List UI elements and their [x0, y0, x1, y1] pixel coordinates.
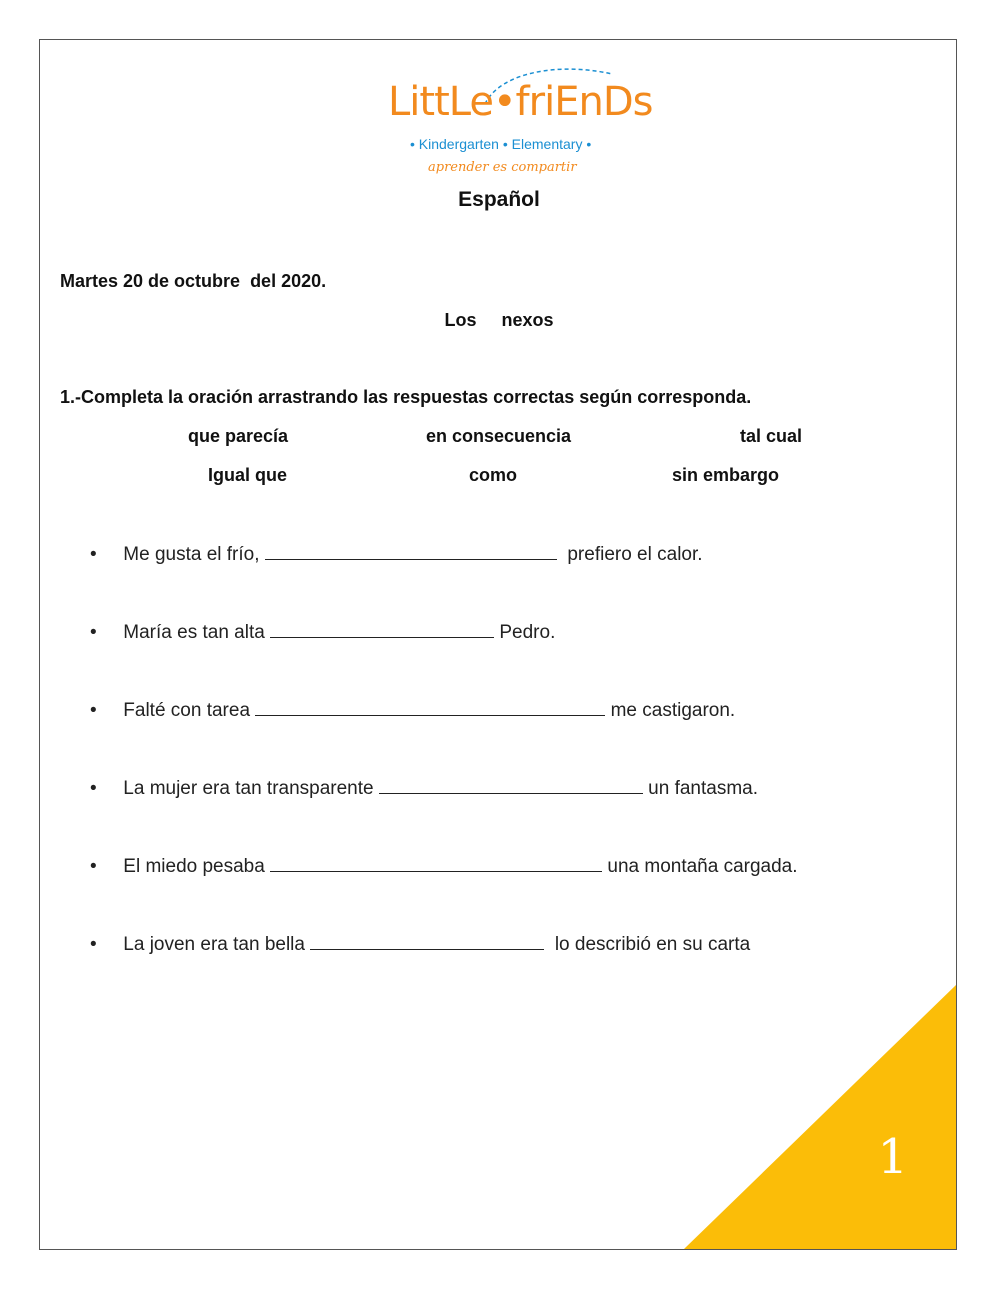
exercise-instruction: 1.-Completa la oración arrastrando las respuestas correctas según corresponda.	[60, 387, 752, 407]
sentence-item	[90, 618, 555, 644]
bullet: •	[90, 544, 97, 565]
sentence-item	[90, 540, 703, 566]
corner-triangle	[684, 985, 956, 1249]
sentence-after: lo describió en su carta	[554, 934, 751, 955]
sentence-before: La joven era tan bella	[123, 934, 305, 955]
answer-option[interactable]: como	[469, 465, 518, 485]
drop-blank[interactable]	[270, 618, 494, 638]
sentence-before: María es tan alta	[123, 622, 265, 643]
answer-option[interactable]: Igual que	[208, 465, 288, 485]
answer-option[interactable]: sin embargo	[672, 465, 780, 485]
sentence-item	[90, 696, 735, 722]
sentence-before: El miedo pesaba	[123, 856, 265, 877]
sentence-item	[90, 774, 758, 800]
sentence-before: La mujer era tan transparente	[123, 778, 374, 799]
sentence-after: me castigaron.	[610, 700, 736, 721]
drop-blank[interactable]	[379, 774, 643, 794]
sentence-item	[90, 930, 750, 956]
subject-title: Español	[458, 188, 540, 211]
sentence-after: Pedro.	[499, 622, 556, 643]
logo-subtitle: • Kindergarten • Elementary •	[410, 136, 592, 152]
worksheet-page	[39, 39, 957, 1250]
drop-blank[interactable]	[255, 696, 605, 716]
sentence-before: Me gusta el frío,	[123, 544, 260, 565]
answer-option[interactable]: tal cual	[740, 426, 803, 446]
drop-blank[interactable]	[310, 930, 544, 950]
drop-blank[interactable]	[265, 540, 557, 560]
sentence-after: prefiero el calor.	[567, 544, 703, 565]
bullet: •	[90, 778, 97, 799]
logo-tagline: aprender es compartir	[428, 160, 577, 175]
sentence-after: una montaña cargada.	[607, 856, 798, 877]
topic-title: Los nexos	[444, 310, 554, 330]
sentence-after: un fantasma.	[648, 778, 758, 799]
bullet: •	[90, 934, 97, 955]
answer-option[interactable]: en consecuencia	[426, 426, 572, 446]
page-number: 1	[877, 1129, 908, 1185]
school-logo	[380, 62, 653, 182]
drop-blank[interactable]	[270, 852, 602, 872]
sentence-before: Falté con tarea	[123, 700, 251, 721]
worksheet-date: Martes 20 de octubre del 2020.	[60, 271, 327, 291]
bullet: •	[90, 700, 97, 721]
logo-brand-text: LittLe•friEnDs	[388, 79, 653, 125]
bullet: •	[90, 622, 97, 643]
answer-option[interactable]: que parecía	[188, 426, 289, 446]
bullet: •	[90, 856, 97, 877]
sentence-item	[90, 852, 798, 878]
